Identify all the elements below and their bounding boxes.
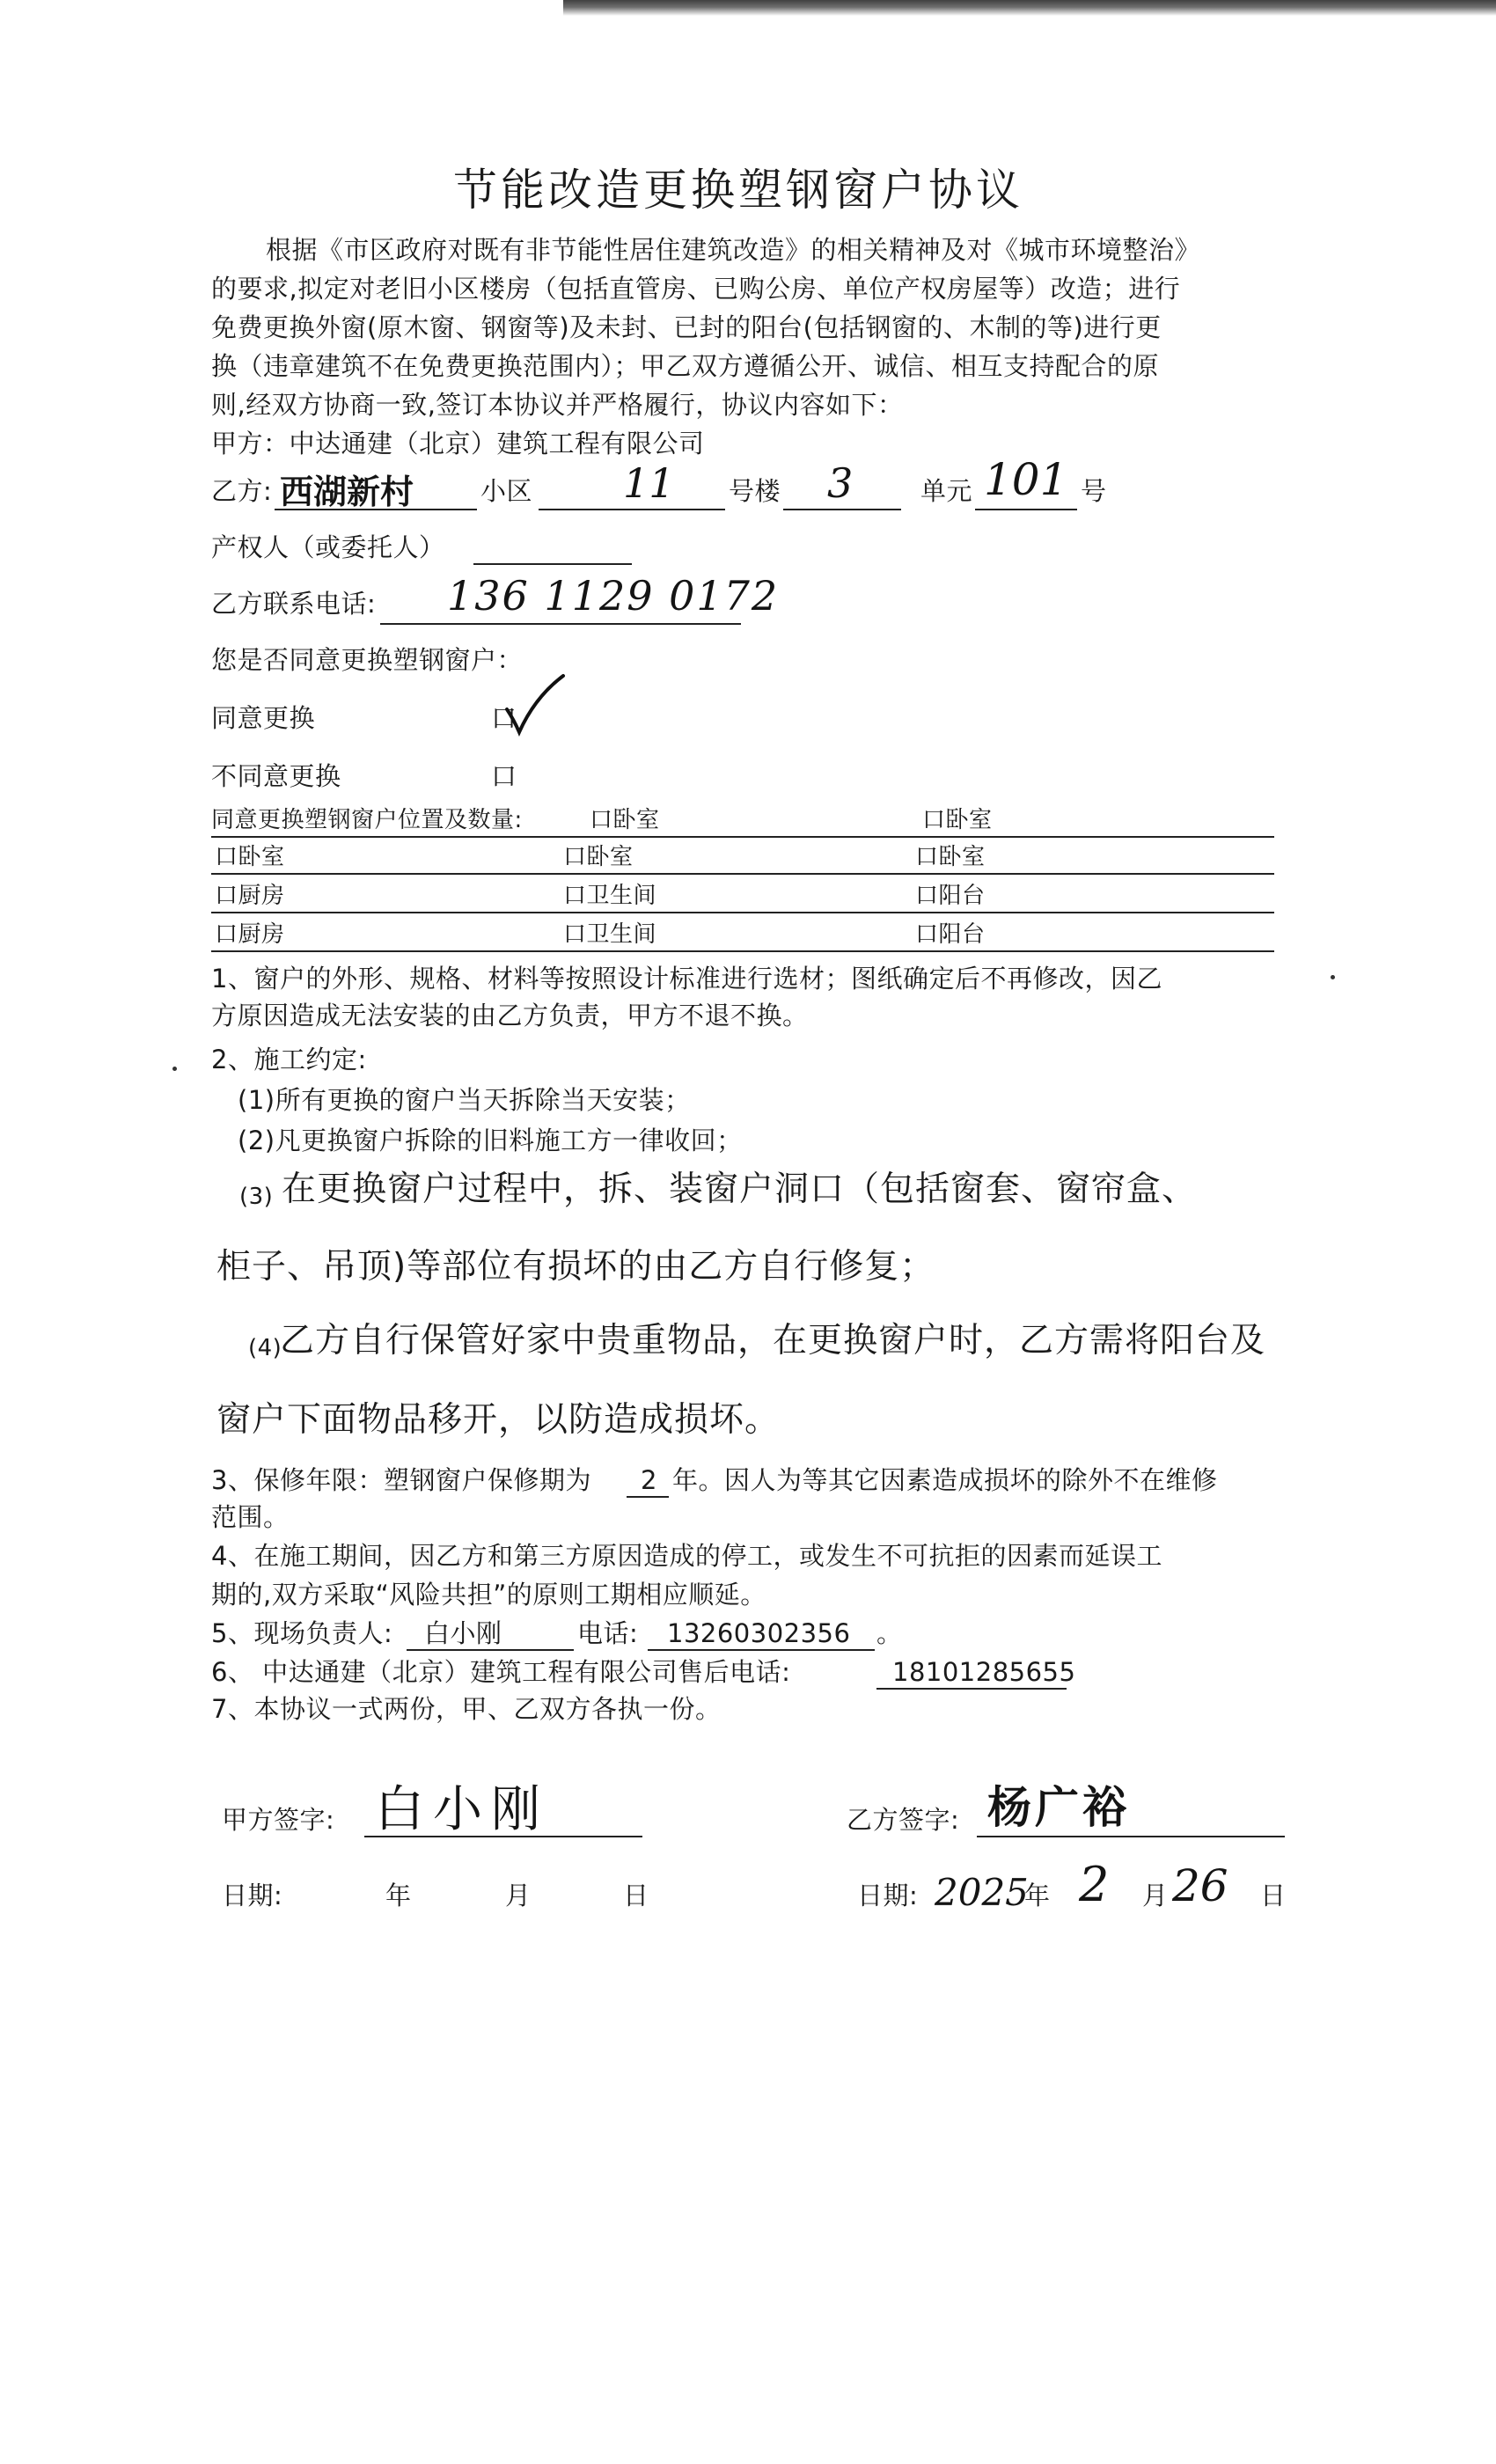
party-b-day-value: 26 — [1172, 1860, 1228, 1911]
position-r2-c1[interactable]: 口卧室 — [215, 844, 285, 870]
intro-line-4: 换（违章建筑不在免费更换范围内）；甲乙双方遵循公开、诚信、相互支持配合的原 — [211, 351, 1160, 381]
position-r3-c1[interactable]: 口厨房 — [215, 883, 285, 909]
owner-underline — [473, 563, 632, 565]
clause-4-line-2: 期的,双方采取“风险共担”的原则工期相应顺延。 — [211, 1580, 766, 1610]
unit-underline — [783, 509, 901, 510]
disagree-checkbox[interactable]: 口 — [491, 761, 517, 791]
party-a-month-label: 月 — [505, 1881, 532, 1910]
party-a-signature: 白小刚 — [375, 1781, 549, 1838]
clause-2-item-2: (2)凡更换窗户拆除的旧料施工方一律收回； — [238, 1126, 743, 1155]
unit-value: 3 — [827, 459, 854, 507]
intro-line-3: 免费更换外窗(原木窗、钢窗等)及未封、已封的阳台(包括钢窗的、木制的等)进行更 — [211, 312, 1162, 342]
clause-2-item-3-line-1: 在更换窗户过程中，拆、装窗户洞口（包括窗套、窗帘盒、 — [282, 1170, 1198, 1209]
position-r1-c1[interactable]: 口卧室 — [590, 807, 660, 833]
party-b-sign-underline — [977, 1836, 1285, 1837]
owner-label: 产权人（或委托人） — [211, 532, 445, 562]
intro-line-5: 则,经双方协商一致,签订本协议并严格履行，协议内容如下： — [211, 390, 904, 420]
after-sales-underline — [876, 1688, 1067, 1690]
room-underline — [975, 509, 1077, 510]
phone-underline — [380, 623, 741, 625]
community-suffix: 小区 — [480, 476, 533, 506]
community-underline — [275, 509, 477, 510]
party-b-community-value: 西湖新村 — [280, 472, 414, 511]
agree-label: 同意更换 — [211, 703, 316, 733]
positions-rule-4 — [211, 950, 1274, 952]
party-b-sign-label: 乙方签字: — [847, 1805, 960, 1835]
position-r2-c2[interactable]: 口卧室 — [563, 844, 634, 870]
clause-5-end: 。 — [876, 1618, 903, 1648]
room-value: 101 — [984, 454, 1068, 505]
document-title: 节能改造更换塑钢窗户协议 — [453, 165, 1023, 216]
position-r4-c3[interactable]: 口阳台 — [915, 921, 986, 948]
position-r4-c2[interactable]: 口卫生间 — [563, 921, 657, 948]
clause-4-line-1: 4、在施工期间，因乙方和第三方原因造成的停工，或发生不可抗拒的因素而延误工 — [211, 1541, 1162, 1571]
party-b-signature: 杨广裕 — [987, 1781, 1130, 1833]
scan-speck — [172, 1067, 177, 1071]
building-suffix: 号楼 — [729, 476, 781, 506]
clause-1-line-1: 1、窗户的外形、规格、材料等按照设计标准进行选材；图纸确定后不再修改，因乙 — [211, 964, 1162, 994]
party-a-year-label: 年 — [385, 1881, 412, 1910]
disagree-label: 不同意更换 — [211, 761, 341, 791]
clause-2-item-1: (1)所有更换的窗户当天拆除当天安装； — [238, 1085, 691, 1115]
position-r4-c1[interactable]: 口厨房 — [215, 921, 285, 948]
site-manager-phone: 13260302356 — [667, 1618, 851, 1648]
clause-3-suffix: 年。因人为等其它因素造成损坏的除外不在维修 — [672, 1465, 1218, 1495]
intro-line-2: 的要求,拟定对老旧小区楼房（包括直管房、已购公房、单位产权房屋等）改造；进行 — [211, 274, 1181, 304]
site-phone-underline — [648, 1649, 875, 1651]
clause-2-item-4-line-1: 乙方自行保管好家中贵重物品，在更换窗户时，乙方需将阳台及 — [280, 1321, 1266, 1360]
intro-line-1: 根据《市区政府对既有非节能性居住建筑改造》的相关精神及对《城市环境整治》 — [266, 235, 1201, 265]
agree-checkbox[interactable]: 口 — [491, 703, 517, 733]
building-underline — [539, 509, 725, 510]
party-b-month-value: 2 — [1079, 1857, 1110, 1912]
positions-heading: 同意更换塑钢窗户位置及数量: — [211, 807, 523, 833]
warranty-underline — [627, 1496, 669, 1498]
clause-5-prefix: 5、现场负责人: — [211, 1618, 393, 1648]
positions-rule-3 — [211, 912, 1274, 913]
question-text: 您是否同意更换塑钢窗户： — [211, 645, 524, 675]
clause-2-item-3-number: (3) — [239, 1184, 274, 1210]
party-a-day-label: 日 — [623, 1881, 649, 1910]
site-manager-underline — [407, 1649, 574, 1651]
clause-5-phone-label: 电话: — [577, 1618, 639, 1648]
clause-2-item-4-number: (4) — [248, 1335, 282, 1361]
party-a: 甲方：中达通建（北京）建筑工程有限公司 — [211, 429, 705, 458]
party-b-date-label: 日期: — [857, 1881, 919, 1910]
site-manager-name: 白小刚 — [424, 1618, 502, 1648]
clause-2-item-3-line-2: 柜子、吊顶)等部位有损坏的由乙方自行修复； — [216, 1247, 935, 1287]
checkmark-icon — [500, 669, 570, 739]
clause-1-line-2: 方原因造成无法安装的由乙方负责，甲方不退不换。 — [211, 1001, 809, 1030]
party-a-sign-underline — [364, 1836, 642, 1837]
after-sales-phone: 18101285655 — [892, 1657, 1076, 1687]
party-b-label: 乙方: — [211, 476, 273, 506]
phone-label: 乙方联系电话: — [211, 589, 377, 619]
party-b-day-label: 日 — [1260, 1881, 1287, 1910]
scan-speck — [1331, 975, 1335, 979]
clause-7: 7、本协议一式两份，甲、乙双方各执一份。 — [211, 1694, 722, 1724]
clause-3-prefix: 3、保修年限：塑钢窗户保修期为 — [211, 1465, 591, 1495]
position-r3-c3[interactable]: 口阳台 — [915, 883, 986, 909]
positions-rule-2 — [211, 873, 1274, 875]
party-b-month-label: 月 — [1142, 1881, 1169, 1910]
unit-suffix: 单元 — [920, 476, 973, 506]
position-r2-c3[interactable]: 口卧室 — [915, 844, 986, 870]
positions-rule-1 — [211, 836, 1274, 838]
building-value: 11 — [623, 459, 675, 507]
clause-3-line-2: 范围。 — [211, 1502, 290, 1532]
position-r1-c3[interactable]: 口卧室 — [922, 807, 993, 833]
warranty-years: 2 — [641, 1465, 657, 1495]
phone-value: 136 1129 0172 — [447, 572, 780, 620]
party-a-date-label: 日期: — [222, 1881, 283, 1910]
party-a-sign-label: 甲方签字: — [222, 1805, 335, 1835]
position-r3-c2[interactable]: 口卫生间 — [563, 883, 657, 909]
clause-2-heading: 2、施工约定: — [211, 1045, 367, 1074]
clause-2-item-4-line-2: 窗户下面物品移开，以防造成损坏。 — [216, 1400, 781, 1440]
party-b-year-value: 2025 — [935, 1871, 1029, 1914]
room-suffix: 号 — [1081, 476, 1107, 506]
clause-6-prefix: 6、 中达通建（北京）建筑工程有限公司售后电话: — [211, 1657, 791, 1687]
party-b-year-label: 年 — [1024, 1881, 1051, 1910]
